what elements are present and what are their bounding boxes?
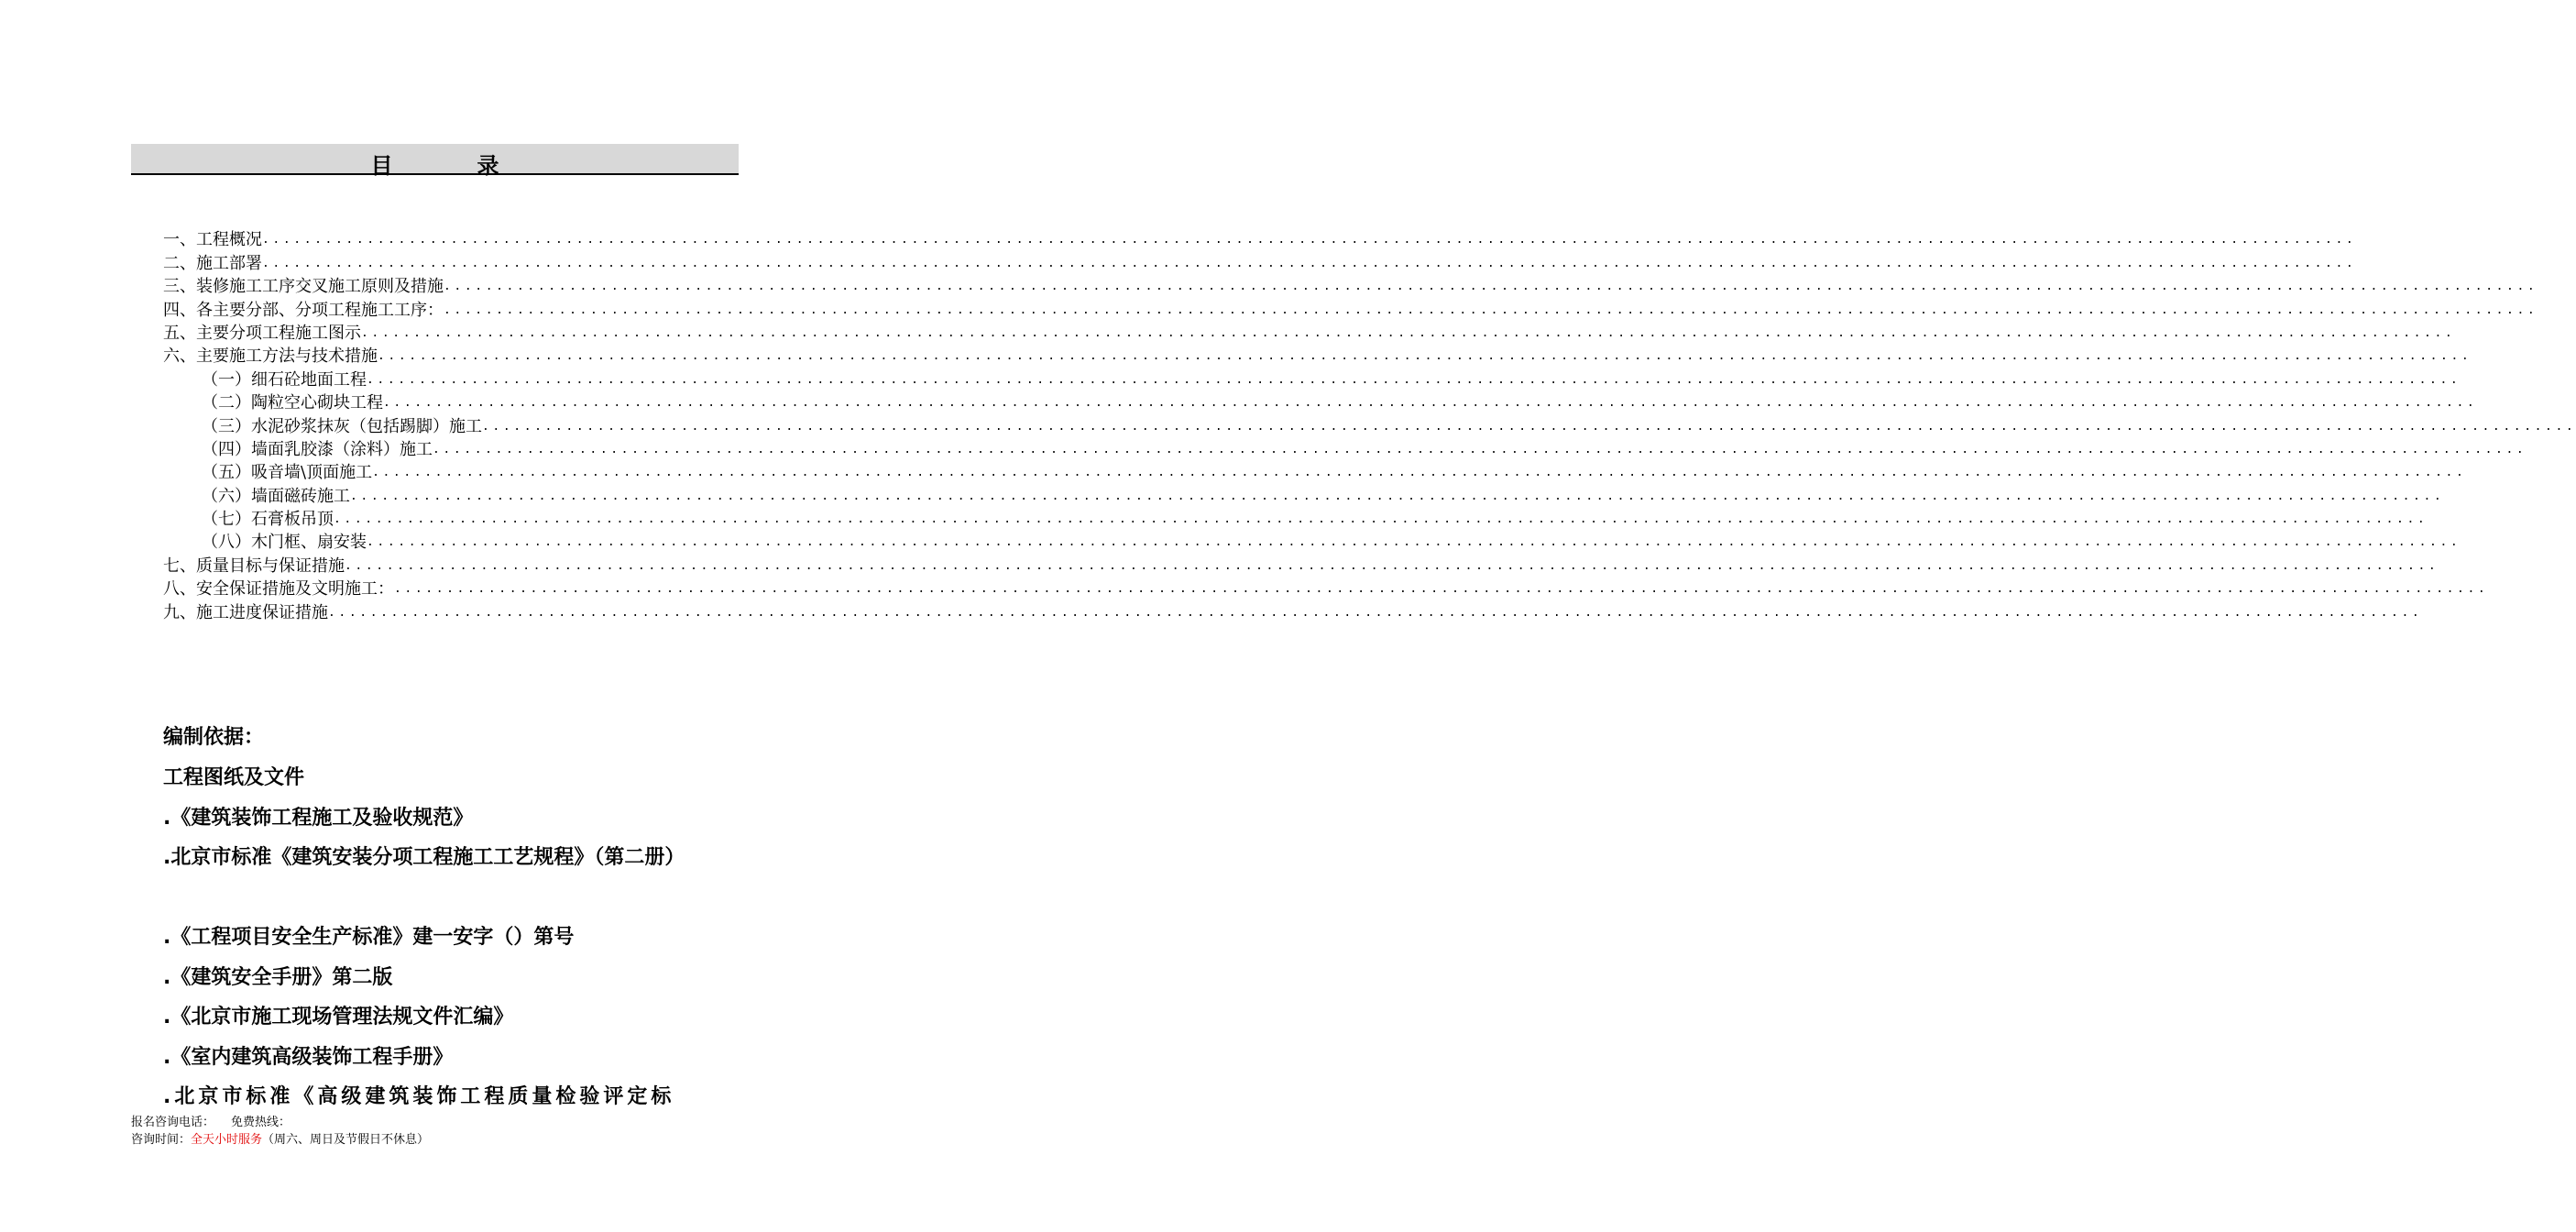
toc-dot-leader: ........................................................................................................................................................................................................ <box>262 256 2357 270</box>
toc-dot-leader: ........................................................................................................................................................................................................ <box>444 302 2538 317</box>
toc-entry-label: （四）墙面乳胶漆（涂料）施工 <box>202 439 433 459</box>
footer-line-2 <box>131 1131 429 1149</box>
footer-line-1 <box>131 1114 429 1131</box>
footer <box>131 1114 429 1149</box>
toc-entry-label: （六）墙面磁砖施工 <box>202 486 350 506</box>
toc-entry <box>163 507 2428 530</box>
toc-dot-leader: ........................................................................................................................................................................................................ <box>433 442 2527 456</box>
toc-entry-label: （五）吸音墙\顶面施工 <box>202 463 373 483</box>
toc-entry-label: 四、各主要分部、分项工程施工工序： <box>163 300 444 320</box>
basis-item: .《建筑安全手册》第二版 <box>163 965 393 989</box>
toc-dot-leader: ........................................................................................................................................................................................................ <box>345 558 2439 573</box>
toc-entry-label: 五、主要分项工程施工图示 <box>163 323 361 343</box>
toc-title-bar <box>131 144 739 179</box>
footer-phone-label: 报名咨询电话： <box>131 1116 215 1129</box>
toc-entry <box>163 321 2456 344</box>
toc-dot-leader: ........................................................................................................................................................................................................ <box>372 466 2467 480</box>
toc-dot-leader: ........................................................................................................................................................................................................ <box>328 605 2423 620</box>
toc-dot-leader: ........................................................................................................................................................................................................ <box>262 233 2357 248</box>
toc-dot-leader: ........................................................................................................................................................................................................ <box>444 280 2538 294</box>
basis-item: .北京市标准《高级建筑装饰工程质量检验评定标 <box>163 1085 675 1108</box>
toc-entry-label: 八、安全保证措施及文明施工： <box>163 579 394 600</box>
basis-heading: 编制依据： <box>163 726 265 749</box>
toc-entry <box>163 274 2538 297</box>
page-title: 目录 <box>370 153 584 179</box>
toc-entry <box>163 600 2423 622</box>
basis-item: .《室内建筑高级装饰工程手册》 <box>163 1045 454 1069</box>
toc-dot-leader: ........................................................................................................................................................................................................ <box>334 512 2428 527</box>
toc-entry <box>163 344 2472 367</box>
toc-entry <box>163 553 2439 576</box>
toc-entry <box>163 227 2357 250</box>
footer-hotline-label: 免费热线： <box>231 1116 291 1129</box>
toc-dot-leader: ........................................................................................................................................................................................................ <box>383 396 2478 411</box>
toc-entry <box>163 437 2527 460</box>
toc-dot-leader: ........................................................................................................................................................................................................ <box>367 535 2461 550</box>
toc-entry-label: 一、工程概况 <box>163 230 262 250</box>
toc-entry <box>163 483 2445 506</box>
compilation-basis <box>131 722 740 1122</box>
toc-entry-label: （七）石膏板吊顶 <box>202 510 334 530</box>
toc-entry-label: 三、装修施工工序交叉施工原则及措施 <box>163 277 444 297</box>
footer-service-hours: 全天小时服务 <box>191 1133 263 1147</box>
toc-entry-label: 七、质量目标与保证措施 <box>163 556 345 576</box>
toc-entry-label: （八）木门框、扇安装 <box>202 533 367 553</box>
toc-entry-label: （三）水泥砂浆抹灰（包括踢脚）施工 <box>202 416 482 436</box>
toc-dot-leader: ........................................................................................................................................................................................................ <box>394 582 2489 597</box>
toc-dot-leader: ........................................................................................................................................................................................................ <box>367 372 2461 387</box>
footer-time-label: 咨询时间： <box>131 1133 192 1147</box>
basis-item: .《工程项目安全生产标准》建一安字（）第号 <box>163 926 575 949</box>
toc-entry <box>163 577 2489 600</box>
table-of-contents <box>163 227 2576 623</box>
footer-holiday-note: （周六、周日及节假日不休息） <box>262 1133 430 1147</box>
toc-entry <box>163 460 2467 483</box>
toc-entry-label: （一）细石砼地面工程 <box>202 369 367 390</box>
basis-item: .北京市标准《建筑安装分项工程施工工艺规程》（第二册） <box>163 846 685 869</box>
toc-entry-label: （二）陶粒空心砌块工程 <box>202 393 383 413</box>
toc-entry-label: 二、施工部署 <box>163 253 262 273</box>
toc-entry <box>163 367 2461 390</box>
toc-entry <box>163 390 2478 413</box>
toc-entry-label: 六、主要施工方法与技术措施 <box>163 346 378 367</box>
toc-entry <box>163 250 2357 273</box>
toc-entry <box>163 530 2461 553</box>
toc-dot-leader: ........................................................................................................................................................................................................ <box>350 489 2445 503</box>
basis-item: .《北京市施工现场管理法规文件汇编》 <box>163 1006 514 1028</box>
basis-item: 工程图纸及文件 <box>163 766 305 789</box>
toc-entry-label: 九、施工进度保证措施 <box>163 602 328 622</box>
toc-dot-leader: ........................................................................................................................................................................................................ <box>361 325 2456 340</box>
toc-dot-leader: ........................................................................................................................................................................................................ <box>482 419 2576 434</box>
basis-item: .《建筑装饰工程施工及验收规范》 <box>163 806 474 830</box>
toc-entry <box>163 413 2576 436</box>
toc-entry <box>163 297 2538 320</box>
toc-dot-leader: ........................................................................................................................................................................................................ <box>378 349 2472 364</box>
